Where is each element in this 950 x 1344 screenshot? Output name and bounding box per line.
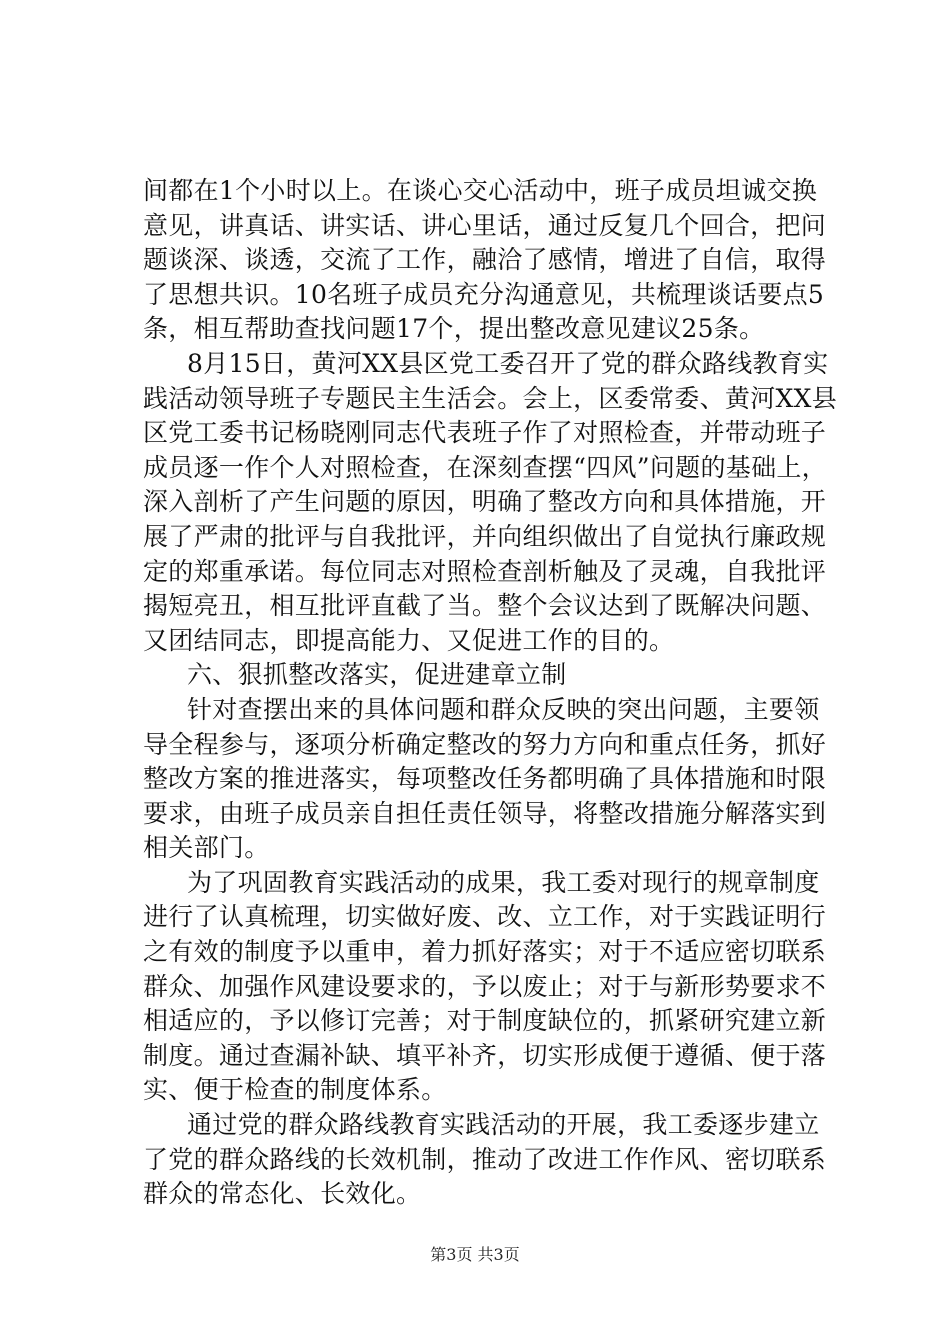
section-heading: 六、狠抓整改落实，促进建章立制 [187, 660, 567, 690]
text-line: 之有效的制度予以重申，着力抓好落实；对于不适应密切联系 [143, 937, 827, 967]
text-line: 成员逐一作个人对照检查，在深刻查摆“四风”问题的基础上， [143, 452, 827, 482]
text-line: 实、便于检查的制度体系。 [143, 1075, 447, 1105]
text-line: 间都在1个小时以上。在谈心交心活动中，班子成员坦诚交换 [143, 176, 818, 205]
text-line: 进行了认真梳理，切实做好废、改、立工作，对于实践证明行 [143, 902, 827, 932]
text-line: 导全程参与，逐项分析确定整改的努力方向和重点任务，抓好 [143, 729, 827, 759]
text-line: 定的郑重承诺。每位同志对照检查剖析触及了灵魂，自我批评 [143, 556, 827, 586]
text-line-paragraph-start: 8月15日，黄河XX县区党工委召开了党的群众路线教育实 [187, 348, 829, 378]
text-line: 揭短亮丑，相互批评直截了当。整个会议达到了既解决问题、 [143, 591, 827, 621]
text-line: 群众、加强作风建设要求的，予以废止；对于与新形势要求不 [143, 971, 827, 1001]
text-line: 相关部门。 [143, 833, 270, 863]
text-line-paragraph-start: 为了巩固教育实践活动的成果，我工委对现行的规章制度 [187, 867, 820, 897]
text-line: 要求，由班子成员亲自担任责任领导，将整改措施分解落实到 [143, 798, 827, 828]
text-line: 意见，讲真话、讲实话、讲心里话，通过反复几个回合，把问 [143, 210, 827, 240]
text-line: 了党的群众路线的长效机制，推动了改进工作作风、密切联系 [143, 1144, 827, 1174]
text-line: 群众的常态化、长效化。 [143, 1179, 422, 1209]
page-number-footer: 第3页 共3页 [430, 1245, 520, 1264]
text-line-paragraph-start: 针对查摆出来的具体问题和群众反映的突出问题，主要领 [187, 694, 820, 724]
text-line-paragraph-start: 通过党的群众路线教育实践活动的开展，我工委逐步建立 [187, 1110, 820, 1140]
text-line: 制度。通过查漏补缺、填平补齐，切实形成便于遵循、便于落 [143, 1040, 827, 1070]
text-line: 展了严肃的批评与自我批评，并向组织做出了自觉执行廉政规 [143, 521, 827, 551]
text-line: 又团结同志，即提高能力、又促进工作的目的。 [143, 625, 675, 655]
text-line: 题谈深、谈透，交流了工作，融洽了感情，增进了自信，取得 [143, 245, 827, 275]
text-line: 区党工委书记杨晓刚同志代表班子作了对照检查，并带动班子 [143, 418, 827, 448]
document-body [143, 174, 837, 1212]
text-line: 践活动领导班子专题民主生活会。会上，区委常委、黄河XX县 [143, 383, 837, 413]
text-line: 相适应的，予以修订完善；对于制度缺位的，抓紧研究建立新 [143, 1006, 827, 1036]
text-line: 深入剖析了产生问题的原因，明确了整改方向和具体措施，开 [143, 487, 827, 517]
text-line: 整改方案的推进落实，每项整改任务都明确了具体措施和时限 [143, 764, 827, 794]
text-line: 条，相互帮助查找问题17个，提出整改意见建议25条。 [143, 314, 765, 344]
text-line: 了思想共识。10名班子成员充分沟通意见，共梳理谈话要点5 [143, 279, 825, 309]
